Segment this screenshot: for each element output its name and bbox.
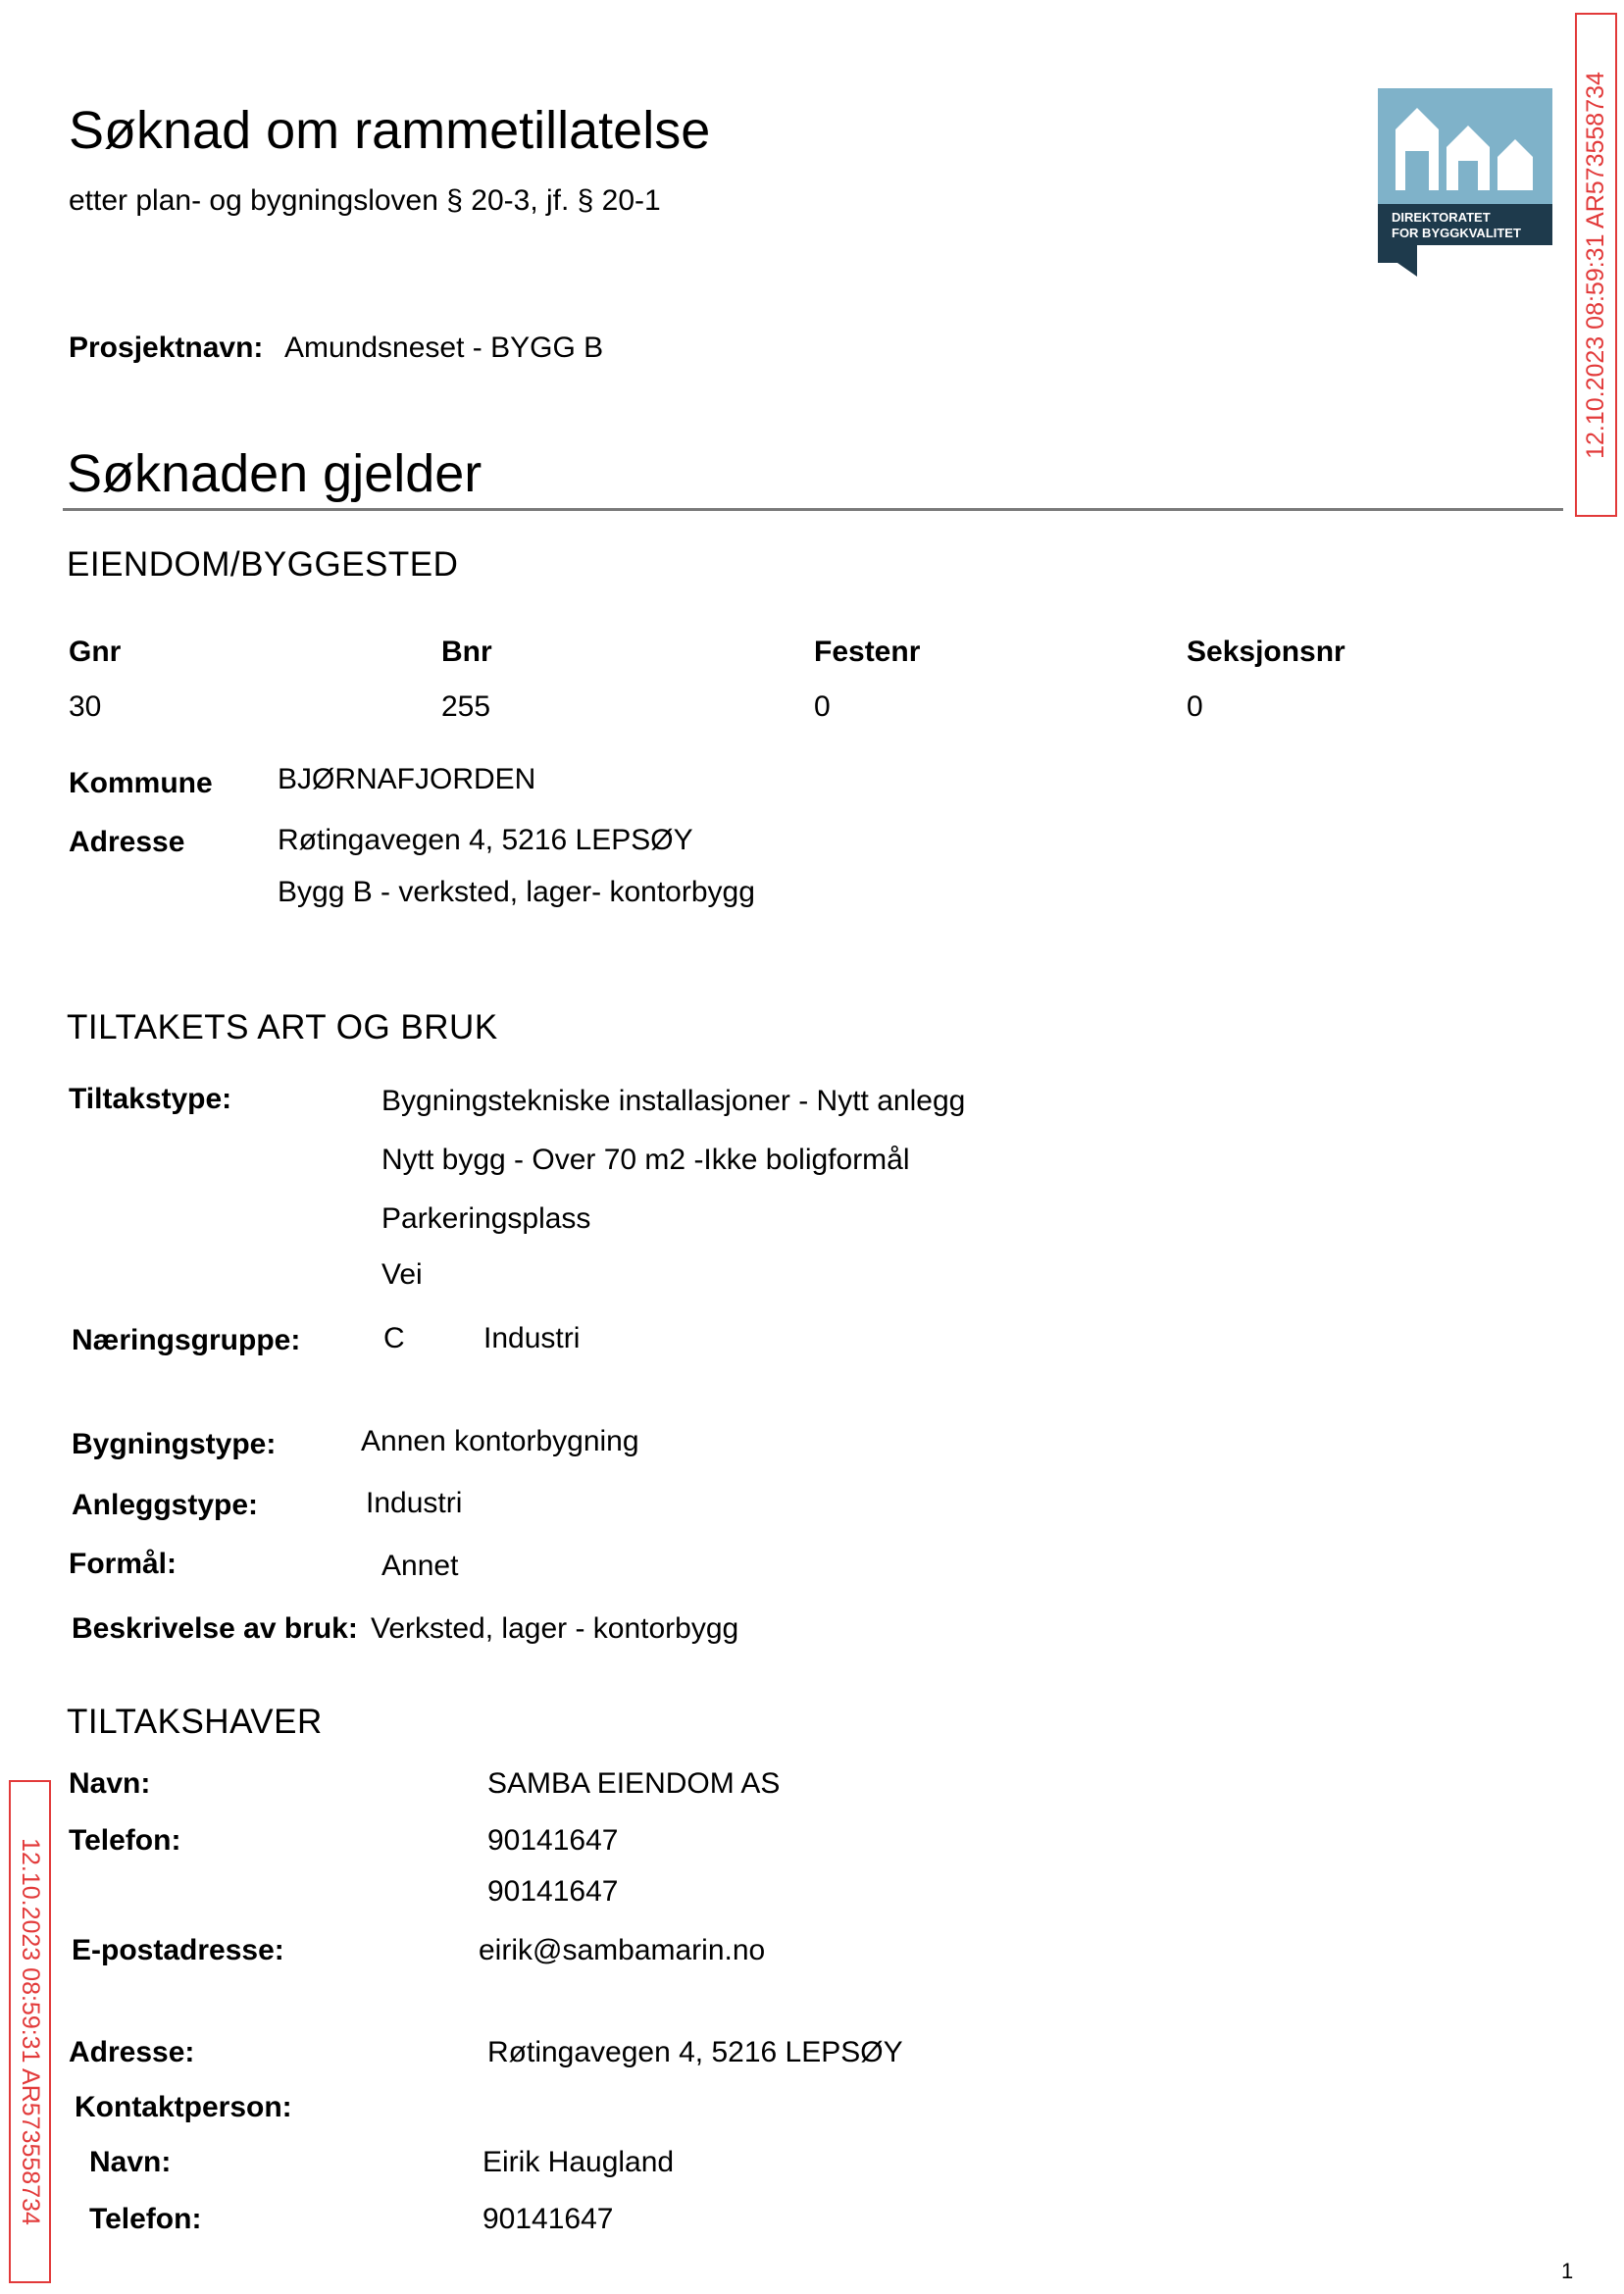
industry-code: C <box>383 1322 405 1354</box>
logo-text-line1: DIREKTORATET <box>1392 210 1491 225</box>
owner-phone-label: Telefon: <box>69 1824 181 1857</box>
contact-person-label: Kontaktperson: <box>75 2091 292 2123</box>
contact-name-label: Navn: <box>89 2146 172 2178</box>
project-label: Prosjektnavn: <box>69 331 264 364</box>
festenr-value: 0 <box>814 690 831 723</box>
dibk-logo <box>1378 88 1552 277</box>
bnr-label: Bnr <box>441 636 492 668</box>
owner-name-label: Navn: <box>69 1767 151 1800</box>
facility-type-value: Industri <box>366 1487 463 1519</box>
project-value: Amundsneset - BYGG B <box>284 331 604 364</box>
stamp-right <box>1575 13 1617 517</box>
applies-heading: Søknaden gjelder <box>67 444 482 503</box>
purpose-label: Formål: <box>69 1548 178 1580</box>
owner-address-label: Adresse: <box>69 2036 195 2068</box>
building-type-label: Bygningstype: <box>72 1428 277 1460</box>
building-type-value: Annen kontorbygning <box>361 1425 639 1457</box>
kommune-value: BJØRNAFJORDEN <box>278 763 536 795</box>
contact-phone-value: 90141647 <box>482 2203 614 2235</box>
seksjonsnr-value: 0 <box>1187 690 1203 723</box>
stamp-right-text: 12.10.2023 08:59:31 AR573558734 <box>1582 71 1609 459</box>
adresse-line2: Bygg B - verksted, lager- kontorbygg <box>278 876 755 908</box>
seksjonsnr-label: Seksjonsnr <box>1187 636 1345 668</box>
bnr-value: 255 <box>441 690 491 723</box>
adresse-label: Adresse <box>69 826 185 858</box>
property-heading: EIENDOM/BYGGESTED <box>67 545 459 584</box>
stamp-left-text: 12.10.2023 08:59:31 AR573558734 <box>17 1838 44 2225</box>
owner-email-value: eirik@sambamarin.no <box>479 1934 766 1966</box>
owner-phone-value-2: 90141647 <box>487 1875 619 1908</box>
page-number: 1 <box>1561 2259 1574 2283</box>
measure-type-item: Nytt bygg - Over 70 m2 -Ikke boligformål <box>381 1144 910 1176</box>
logo-text-line2: FOR BYGGKVALITET <box>1392 226 1521 240</box>
kommune-label: Kommune <box>69 767 213 799</box>
purpose-value: Annet <box>381 1550 459 1582</box>
measure-type-item: Bygningstekniske installasjoner - Nytt anlegg <box>381 1085 966 1117</box>
document-title: Søknad om rammetillatelse <box>69 101 711 160</box>
gnr-value: 30 <box>69 690 102 723</box>
facility-type-label: Anleggstype: <box>72 1489 259 1521</box>
contact-name-value: Eirik Haugland <box>482 2146 675 2178</box>
owner-name-value: SAMBA EIENDOM AS <box>487 1767 781 1800</box>
usage-value: Verksted, lager - kontorbygg <box>371 1612 739 1645</box>
adresse-line1: Røtingavegen 4, 5216 LEPSØY <box>278 824 693 856</box>
contact-phone-label: Telefon: <box>89 2203 202 2235</box>
section-divider <box>63 508 1563 511</box>
owner-heading: TILTAKSHAVER <box>67 1703 323 1741</box>
measure-type-item: Vei <box>381 1258 423 1291</box>
document-subtitle: etter plan- og bygningsloven § 20-3, jf. § 20-1 <box>69 184 661 217</box>
gnr-label: Gnr <box>69 636 122 668</box>
industry-name: Industri <box>483 1322 581 1354</box>
measure-type-item: Parkeringsplass <box>381 1202 591 1235</box>
measure-type-label: Tiltakstype: <box>69 1083 232 1115</box>
owner-address-value: Røtingavegen 4, 5216 LEPSØY <box>487 2036 903 2068</box>
measure-heading: TILTAKETS ART OG BRUK <box>67 1008 498 1046</box>
owner-phone-value: 90141647 <box>487 1824 619 1857</box>
usage-label: Beskrivelse av bruk: <box>72 1612 358 1645</box>
festenr-label: Festenr <box>814 636 921 668</box>
industry-label: Næringsgruppe: <box>72 1324 301 1356</box>
stamp-left <box>9 1780 51 2283</box>
owner-email-label: E-postadresse: <box>72 1934 284 1966</box>
